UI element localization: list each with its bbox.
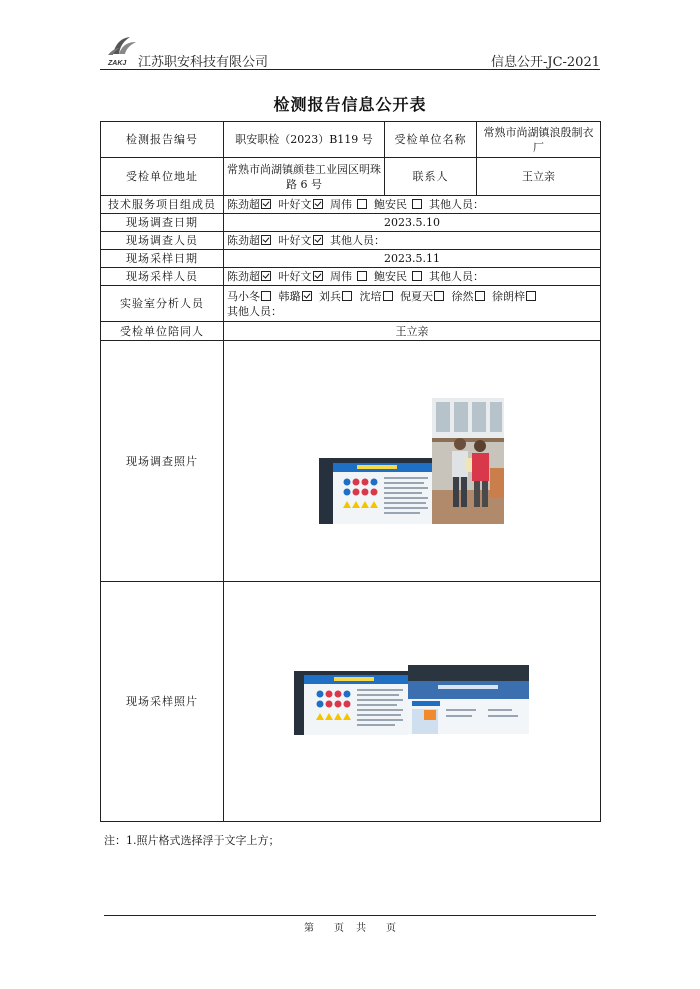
table-row (101, 286, 601, 322)
report-no-label: 检测报告编号 (101, 122, 224, 158)
table-row (101, 122, 601, 158)
table-row (101, 250, 601, 268)
table-row (101, 214, 601, 232)
page-footer (0, 919, 700, 934)
escort-value: 王立亲 (224, 322, 601, 341)
table-row (101, 582, 601, 822)
site-survey-photo (432, 398, 504, 524)
svg-text:ZAKJ: ZAKJ (108, 60, 127, 67)
page-header (100, 30, 600, 70)
table-row (101, 341, 601, 582)
checked-box-icon (261, 235, 271, 245)
unchecked-box-icon (357, 199, 367, 209)
page-label: 第 (304, 923, 314, 934)
unchecked-box-icon (434, 291, 444, 301)
sample-date-value: 2023.5.11 (224, 250, 601, 268)
sample-date-label: 现场采样日期 (101, 250, 224, 268)
unchecked-box-icon (261, 291, 271, 301)
survey-staff-label: 现场调查人员 (101, 232, 224, 250)
checked-box-icon (261, 199, 271, 209)
table-row (101, 158, 601, 196)
contact-label: 联系人 (385, 158, 477, 196)
sample-photo-label: 现场采样照片 (101, 582, 224, 822)
contact-value: 王立亲 (477, 158, 601, 196)
unchecked-box-icon (412, 199, 422, 209)
unchecked-box-icon (412, 271, 422, 281)
unchecked-box-icon (357, 271, 367, 281)
survey-date-value: 2023.5.10 (224, 214, 601, 232)
info-table (100, 121, 601, 822)
report-no-value: 职安职检（2023）B119 号 (224, 122, 385, 158)
site-sampling-photo (408, 665, 529, 734)
sample-photo-cell (224, 582, 601, 822)
address-value: 常熟市尚湖镇颜巷工业园区明珠路 6 号 (224, 158, 385, 196)
unchecked-box-icon (475, 291, 485, 301)
lab-staff-label: 实验室分析人员 (101, 286, 224, 322)
document-code: 信息公开-JC-2021 (490, 55, 600, 70)
lab-staff: 马小冬 韩璐 刘兵 沈培 倪夏天 徐然 徐朗梓 其他人员： (224, 286, 601, 322)
team-members: 陈劲超 叶好文 周伟 鲍安民 其他人员： (224, 196, 601, 214)
survey-staff: 陈劲超 叶好文 其他人员： (224, 232, 601, 250)
address-label: 受检单位地址 (101, 158, 224, 196)
unit-name-value: 常熟市尚湖镇浪殷制衣厂 (477, 122, 601, 158)
table-row (101, 232, 601, 250)
checked-box-icon (261, 271, 271, 281)
unit-name-label: 受检单位名称 (385, 122, 477, 158)
safety-board-photo (294, 671, 408, 735)
footer-divider (104, 915, 596, 916)
survey-photo-label: 现场调查照片 (101, 341, 224, 582)
sample-staff-label: 现场采样人员 (101, 268, 224, 286)
unchecked-box-icon (383, 291, 393, 301)
safety-board-photo (319, 458, 433, 524)
escort-label: 受检单位陪同人 (101, 322, 224, 341)
page-unit-label: 页 (334, 923, 344, 934)
total-label: 共 (356, 923, 366, 934)
table-row (101, 322, 601, 341)
unchecked-box-icon (342, 291, 352, 301)
checked-box-icon (313, 271, 323, 281)
footnote: 注：1.照片格式选择浮于文字上方； (104, 834, 280, 847)
unchecked-box-icon (526, 291, 536, 301)
company-name: 江苏职安科技有限公司 (138, 55, 269, 70)
team-label: 技术服务项目组成员 (101, 196, 224, 214)
survey-date-label: 现场调查日期 (101, 214, 224, 232)
checked-box-icon (313, 235, 323, 245)
sample-staff: 陈劲超 叶好文 周伟 鲍安民 其他人员： (224, 268, 601, 286)
total-unit-label: 页 (386, 923, 396, 934)
checked-box-icon (313, 199, 323, 209)
checked-box-icon (302, 291, 312, 301)
survey-photo-cell (224, 341, 601, 582)
table-row (101, 268, 601, 286)
header-divider (100, 69, 600, 70)
company-logo-icon (104, 32, 140, 68)
page-title: 检测报告信息公开表 (273, 95, 427, 114)
table-row (101, 196, 601, 214)
